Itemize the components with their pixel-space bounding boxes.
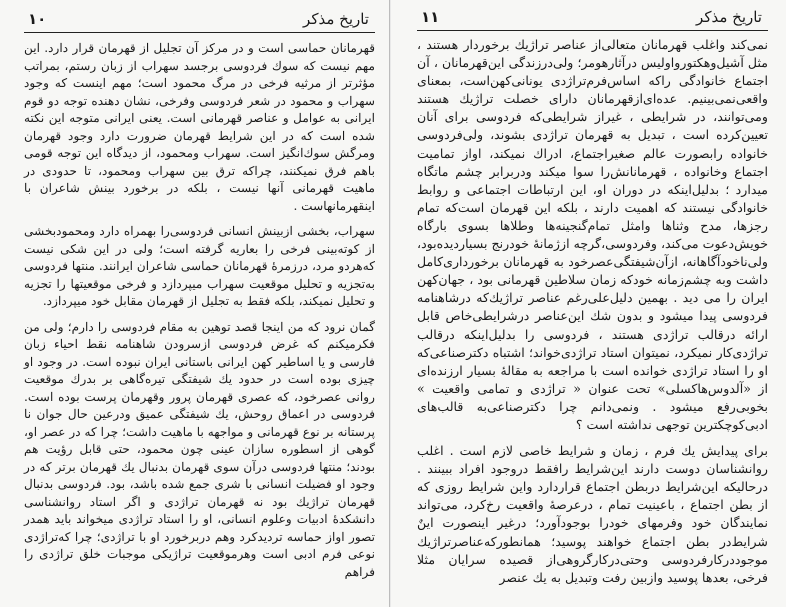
right-page-body bbox=[417, 36, 768, 587]
left-running-title: تاریخ مذکر bbox=[303, 10, 369, 28]
left-paragraph: گمان نرود که من اینجا قصد توهین به مقام فردوسی را دارم؛ ولی من فکرمیکنم که غرض فردوسی ازسرودن شاهنامه نقط احیاء زبان فارسی و یا اساطیر کهن ایرانی باستانی ایران نبوده است. در وجود او چیزی بوده است در حدود یك شیفتگی تیره‌گاهی بر بدرك موقعیت روانی عصرخود، که عصری قهرمان پرور وقهرمان پرست بوده است. فردوسی در اعماق روحش، یك شیفتگی عمیق ودرعین حال جوان نا پرستانه بر نوع قهرمانی و مواجهه با ماهیت داشت؛ چرا که در عصر او، گوهی از اسطوره سازان عینی چون محمود، حتی قابل رؤیت هم بودند؛ منتها فردوسی درآن سوی قهرمان بدنبال یك قهرمان برتر که در وجود او فضیلت انسانی با شری جمع شده باشد، بود. فردوسی بدنبال قهرمان تراژیك بود نه قهرمان تراژدی و اگر استاد روانشناسی دانشکدهٔ ادبیات وعلوم انسانی، او را استاد تراژدی میخواند باید همدر تصور اواز حماسه تردیدکرد وهم دربرخورد او با تراژدی؛ چرا که‌تراژدی نوعی فرم ادبی است وهرموقعیت تراژیکی موجبات خلق تراژدی را فراهم bbox=[24, 319, 375, 579]
right-page-header bbox=[417, 8, 768, 31]
left-page-number: ۱۰ bbox=[28, 10, 47, 28]
left-page-body bbox=[24, 40, 375, 581]
right-running-title: تاریخ مذکر bbox=[696, 8, 762, 26]
right-page-number: ۱۱ bbox=[421, 8, 440, 26]
left-page bbox=[0, 0, 390, 607]
right-paragraph: برای پیدایش یك فرم ، زمان و شرایط خاصی لازم است . اغلب روانشناسان دوست دارند این‌شرایط رافقط دروجود افراد ببینند . درحالیکه این‌شرایط دربطن اجتماع قراردارد واین شرایط روزی که از بطن اجتماع ، باعینیت تمام ، درعرصهٔ واقعیت رخ‌کرد، می‌تواند نمایندگان خود وفرمهای خودرا بوجودآورد؛ درغیر اینصورت اینٌ شرایط‌در بطن اجتماع خواهند پوسید؛ همانطورکه‌عناصرتراژیك موجوددرکارفردوسی وحتی‌درکارگروهی‌از قصیده سرایان مثلا فرخی، بعدها پوسید وازبین رفت وتبدیل به یك عنصر bbox=[417, 443, 768, 585]
right-page bbox=[391, 0, 786, 607]
left-page-header bbox=[24, 10, 375, 33]
left-paragraph: سهراب، بخشی ازبینش انسانی فردوسی‌را بهمراه دارد ومحمودبخشی از کوته‌بینی فرخی را بعاریه گرفته است؛ ولی در این شکی نیست که‌هردو مرد، درزمرهٔ قهرمانان حماسی شاعران ایرانند‌. منتها فردوسی به‌تجزیه و تحلیل موقعیت سهراب میپردازد و فرخی موقعیتها را تجزیه و تحلیل نمیکند، بلکه فقط به تجلیل از قهرمان مقابل خود میپردازد. bbox=[24, 224, 375, 308]
right-paragraph: نمی‌کند واغلب قهرمانان متعالی‌از عناصر تراژیك برخوردار هستند ، مثل آشیل‌وهکتور‌واولیس درآثارهومر؛ ولی‌درزندگی این‌قهرمانان ، آن اجتماع خانوادگی راکه اساس‌فرم‌تراژدی یونانی‌کهن‌است، بمعنای واقعی‌نمی‌بینیم. عده‌ای‌ازقهرمانان دارای خصلت تراژیك هستند ومی‌توانند، در شرایطی ، غیراز شرایطی‌که فردوسی برای آنان تعیین‌کرده است ، تبدیل به قهرمان تراژدی بشوند، ولی‌فردوسی خانواده رابصورت عالم صغیراجتماع، ادراك نمیکند، اواز تمامیت اجتماع وخانواده ، قهرمانانش‌را سوا میکند ودربرابر چشم ماتگاه میدارد ؛ بدلیل‌اینکه در دوران او، این ارتباطات اجتماعی و روابط خانوادگی نیستند که اهمیت دارند ، بلکه این قهرمان است‌که تمام رجزها، مدح وثناها وامثل تمام‌گنجینه‌ها وطلاها بسوی بارگاه خویش‌دعوت می‌کند، وفردوسی،گرچه ازژمانهٔ خودرنج بسیاردیده‌بود، ولی‌ناخودآگاهانه، ازآن‌شیفتگی‌عصرخود به قهرمانان برخورداری‌کامل داشت وبه چشم‌زمانه خودکه زمان سلاطین قهرمانی بود ، جهان‌کهن ایران را می دید . بهمین دلیل‌علی‌رغم عناصر تراژیك‌که درشاهنامه فردوسی پیدا میشود و بدون شك این‌عناصر درشرایطی‌خاص قابل ارائه درقالب تراژدی هستند ، فردوسی را بدلیل‌اینکه درقالب تراژدی‌کار نمیکرد، نمیتوان استاد تراژدی‌خواند؛ اشتباه دکترصناعی‌که او را استاد تراژدی خوانده است با مراجعه به مقالهٔ بسیار ارزنده‌ای از «آلدوس‌هاکسلی» تحت عنوان « تراژدی و تمامی واقعیت » بخوبی‌رفع میشود . ونمی‌دانم چرا دکترصناعی‌به قالب‌های ادبی‌کوچکترین توجهی نداشته است ؟ bbox=[417, 37, 768, 432]
left-paragraph: قهرمانان حماسی است و در مرکز آن تجلیل از قهرمان قرار دارد. این مهم نیست که سوك فردوسی برجسد سهراب از زبان رستم، بمراتب مؤثرتر از مرثیه فرخی در مرگ محمود است؛ مهم اینست که وجود سهراب و محمود در شعر فردوسی وفرخی، نشان دهنده توجه دو قوم ایرانی به عوامل و عناصر قهرمانی است. یعنی ایرانی متوجه این نکته شده است که در این شرایط قهرمان ضرورت دارد وجود قهرمان ومرگش سوك‌انگیز است. سهراب ومحمود، از دیدگاه این توجه قومی باهم فرق نمیکنند، چراکه ترق بین سهراب ومحمود، تا حدودی در ماهیت قهرمانی آنها نیست ، بلکه در برخورد بینش شاعران با اینقهرمانهاست . bbox=[24, 41, 375, 213]
